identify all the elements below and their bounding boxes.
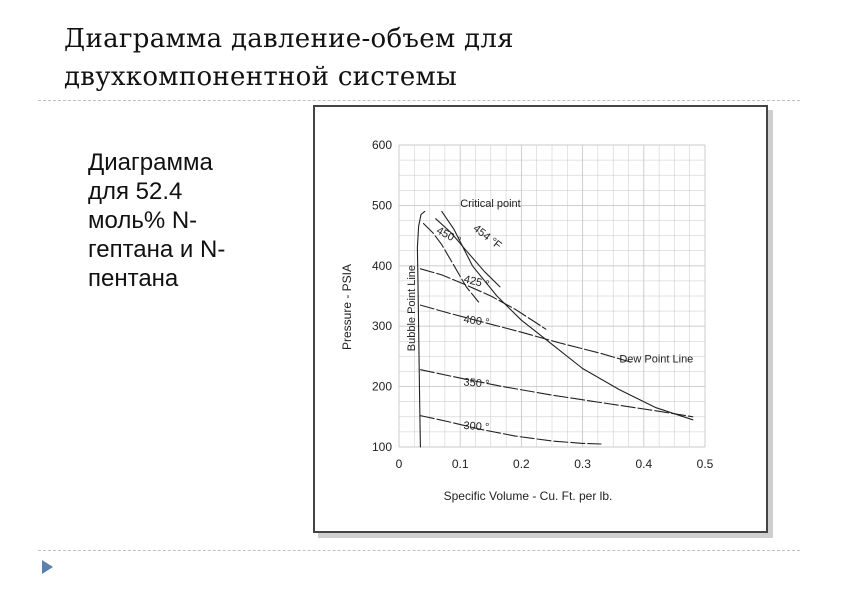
x-tick-label: 0.4 [635, 457, 653, 471]
title-line-2: двухкомпонентной системы [64, 62, 458, 92]
series-line [420, 370, 692, 417]
body-line-2: для 52.4 [88, 178, 183, 205]
chart-annotation: 454 °F [470, 222, 504, 252]
y-tick-label: 500 [371, 198, 392, 213]
bottom-divider [38, 550, 800, 551]
chart-frame [313, 105, 768, 533]
chart-annotation: 350 ° [462, 376, 490, 391]
slide-title [64, 20, 784, 96]
chart-annotation: 425 ° [462, 273, 491, 292]
x-tick-label: 0.3 [574, 457, 591, 471]
body-line-4: гептана и N- [88, 236, 226, 263]
chart-annotation: Critical point [460, 198, 521, 211]
series-line [420, 305, 631, 362]
body-text [88, 148, 288, 293]
series-line [420, 416, 601, 444]
top-divider [38, 100, 800, 101]
pv-chart [315, 107, 762, 527]
x-axis-label: Specific Volume - Cu. Ft. per lb. [443, 489, 613, 503]
x-tick-label: 0 [395, 457, 403, 471]
y-tick-label: 600 [371, 138, 392, 152]
x-tick-label: 0.5 [696, 457, 714, 471]
chart-annotation: Bubble Point Line [405, 264, 418, 352]
body-line-1: Диаграмма [88, 149, 213, 176]
series-line [417, 211, 424, 447]
y-tick-label: 100 [371, 440, 392, 454]
body-line-5: пентана [88, 265, 179, 292]
chart-annotation: 450 ° [434, 224, 463, 248]
y-tick-label: 300 [371, 319, 392, 334]
y-tick-label: 200 [371, 379, 392, 394]
x-tick-label: 0.2 [513, 457, 530, 471]
chart-annotation: Dew Point Line [619, 353, 694, 366]
chart-annotation: 400 ° [462, 313, 491, 330]
body-line-3: моль% N- [88, 207, 198, 234]
chart-annotation: 300 ° [463, 419, 490, 434]
y-tick-label: 400 [371, 258, 392, 273]
triangle-bullet-icon [42, 560, 53, 574]
title-line-1: Диаграмма давление-объем для [64, 24, 514, 54]
y-axis-label: Pressure - PSIA [340, 263, 354, 351]
x-tick-label: 0.1 [451, 457, 469, 471]
